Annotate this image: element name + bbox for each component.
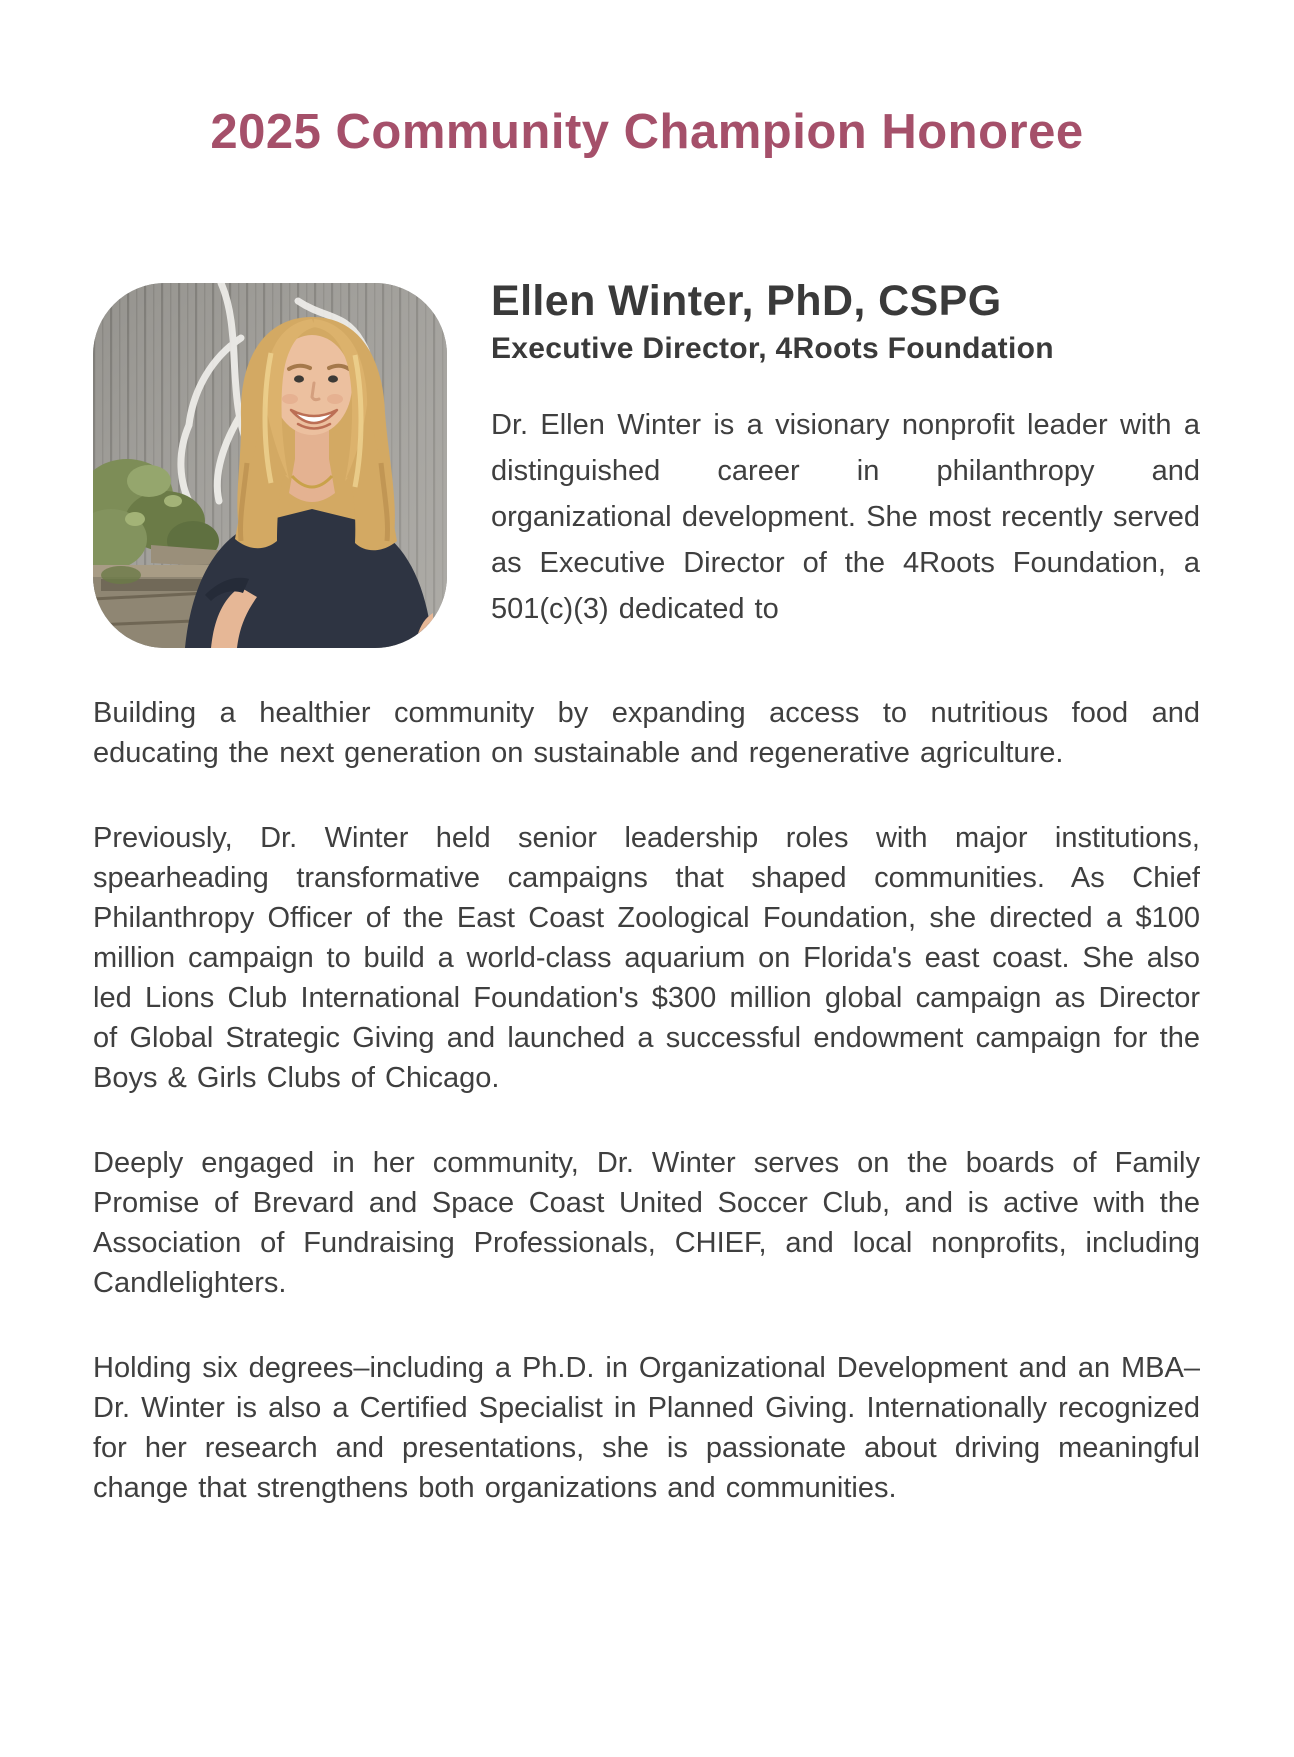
portrait-illustration bbox=[93, 283, 447, 648]
honoree-title: Executive Director, 4Roots Foundation bbox=[491, 332, 1054, 365]
bio-paragraph-mission: Building a healthier community by expanding access to nutritious food and educating the next generation on sustainable and regenerative agriculture. bbox=[93, 697, 1200, 769]
profile-text bbox=[491, 277, 1200, 648]
intro-paragraph: Dr. Ellen Winter is a visionary nonprofit leader with a distinguished career in philanthropy and organizational development. She most recently served as Executive Director of the 4Roots Foundation, a 501(c)(3) dedicated to bbox=[491, 409, 1200, 625]
honoree-photo bbox=[93, 283, 447, 648]
bio-paragraph-education: Holding six degrees–including a Ph.D. in Organizational Development and an MBA–Dr. Winter is also a Certified Specialist in Planned Giving. Internationally recognized for her research and presentations, she is passionate about driving meaningful change that strengthens both organizations and communities. bbox=[93, 1352, 1200, 1504]
honoree-name: Ellen Winter, PhD, CSPG bbox=[491, 277, 1002, 325]
page-title: 2025 Community Champion Honoree bbox=[210, 105, 1084, 159]
profile-section bbox=[93, 277, 1200, 648]
bio-paragraph-career: Previously, Dr. Winter held senior leadership roles with major institutions, spearheading transformative campaigns that shaped communities. As Chief Philanthropy Officer of the East Coast Zoological Foundation, she directed a $100 million campaign to build a world-class aquarium on Florida's east coast. She also led Lions Club International Foundation's $300 million global campaign as Director of Global Strategic Giving and launched a successful endowment campaign for the Boys & Girls Clubs of Chicago. bbox=[93, 822, 1200, 1094]
bio-paragraph-community: Deeply engaged in her community, Dr. Winter serves on the boards of Family Promise of Brevard and Space Coast United Soccer Club, and is active with the Association of Fundraising Professionals, CHIEF, and local nonprofits, including Candlelighters. bbox=[93, 1147, 1200, 1299]
